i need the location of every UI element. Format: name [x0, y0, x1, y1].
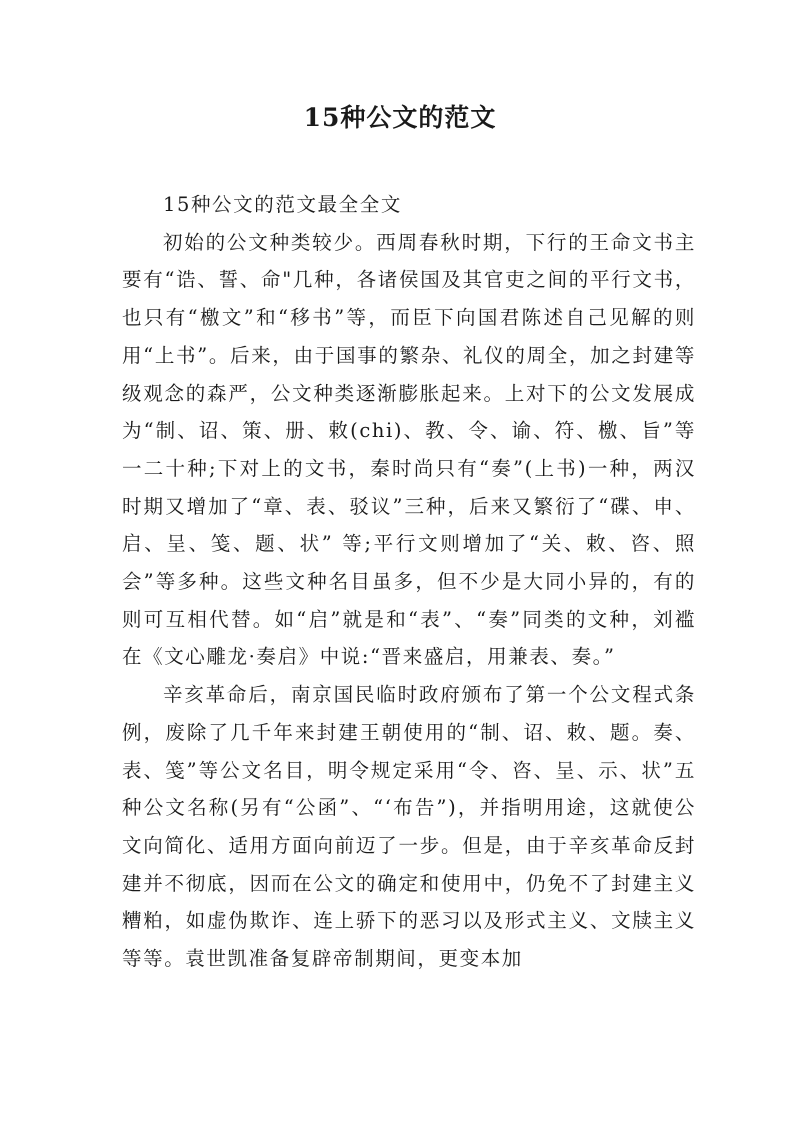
page-title: 15种公文的范文 [303, 103, 497, 132]
paragraph-2: 辛亥革命后，南京国民临时政府颁布了第一个公文程式条例，废除了几千年来封建王朝使用的“制、诏、敕、题。奏、表、笺”等公文名目，明令规定采用“令、咨、呈、示、状”五种公文名称(另有“公函”、“‘布告”)，并指明用途，这就使公文向简化、适用方面向前迈了一步。但是，由于辛亥革命反封建并不彻底，因而在公文的确定和使用中，仍免不了封建主义糟粕，如虚伪欺诈、连上骄下的恶习以及形式主义、文牍主义等等。袁世凯准备复辟帝制期间，更变本加 [122, 683, 696, 971]
paragraph-1: 初始的公文种类较少。西周春秋时期，下行的王命文书主要有“诰、誓、命"几种，各诸侯国及其官吏之间的平行文书，也只有“檄文”和“移书”等，而臣下向国君陈述自己见解的则用“上书”。后来，由于国事的繁杂、礼仪的周全，加之封建等级观念的森严，公文种类逐渐膨胀起来。上对下的公文发展成为“制、诏、策、册、敕(chi)、教、令、谕、符、檄、旨”等一二十种;下对上的文书，秦时尚只有“奏”(上书)一种，两汉时期又增加了“章、表、驳议”三种，后来又繁衍了“碟、申、启、呈、笺、题、状” 等;平行文则增加了“关、敕、咨、照会”等多种。这些文种名目虽多，但不少是大同小异的，有的则可互相代替。如“启”就是和“表”、“奏”同类的文种，刘褴在《文心雕龙·奏启》中说:“晋来盛启，用兼表、奏。” [122, 230, 696, 669]
document-body [122, 186, 696, 978]
subtitle-line: 15种公文的范文最全全文 [162, 193, 402, 216]
